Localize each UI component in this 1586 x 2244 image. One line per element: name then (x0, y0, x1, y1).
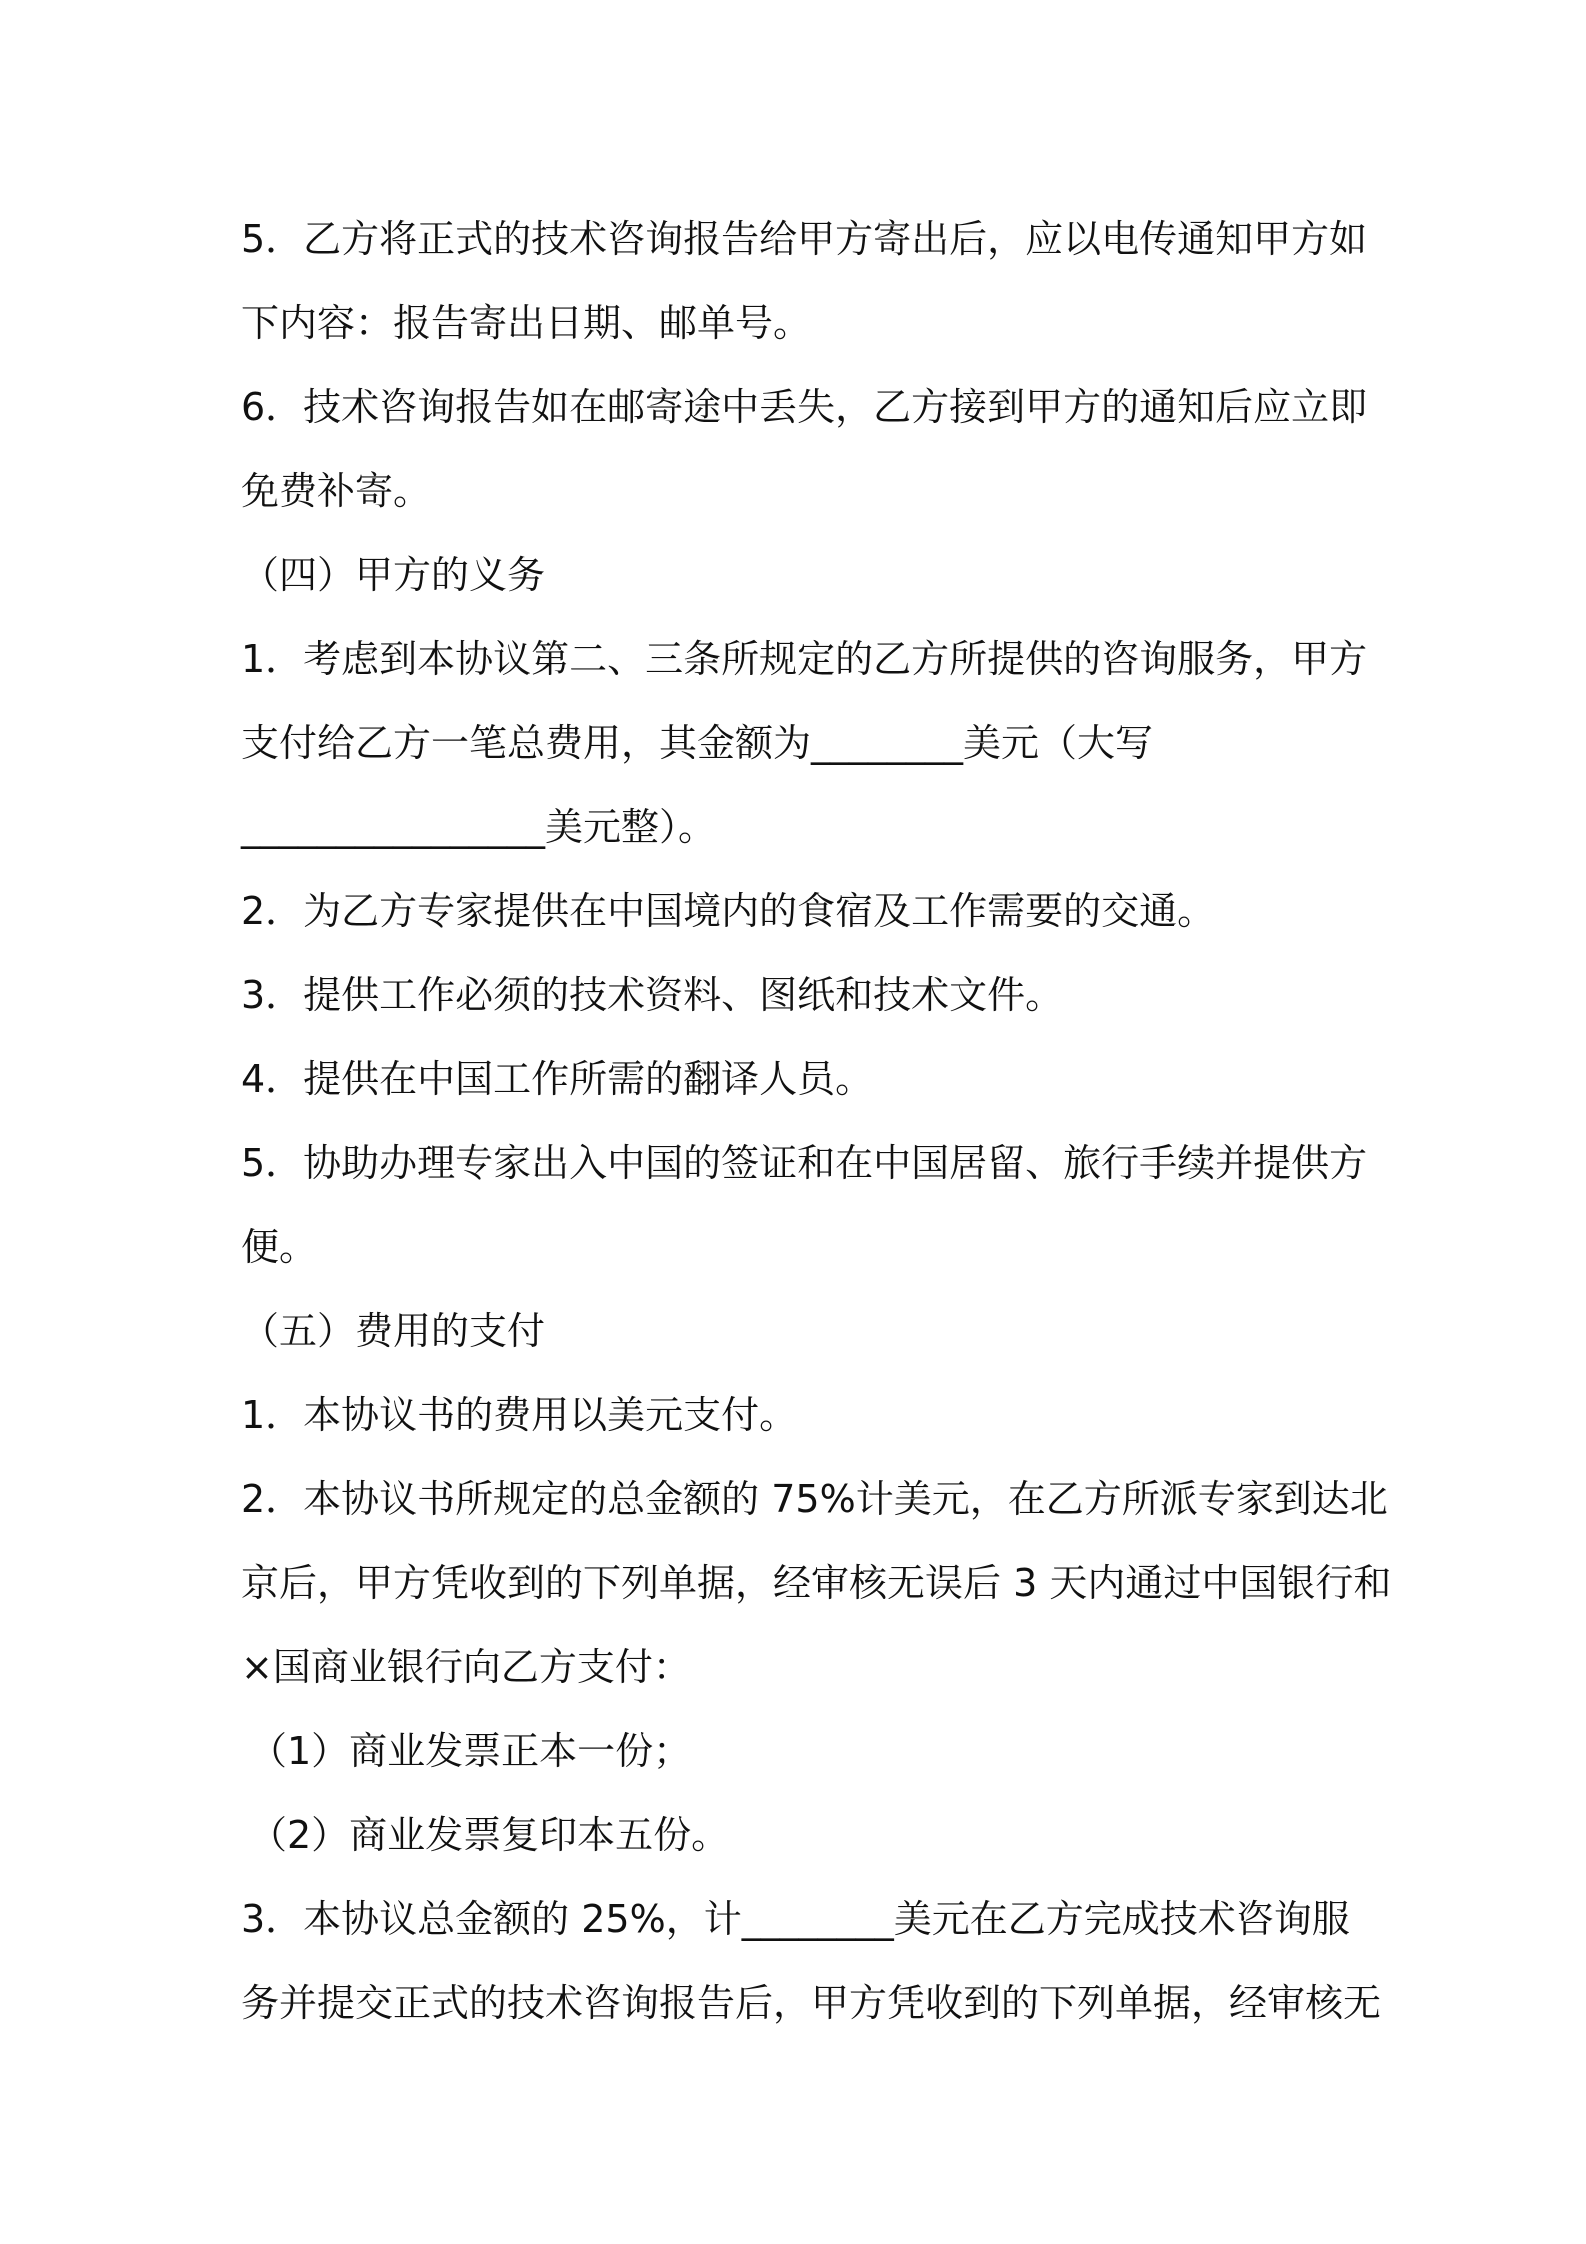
paragraph-line: ________________美元整）。 (241, 805, 717, 849)
paragraph-line: 京后，甲方凭收到的下列单据，经审核无误后 3 天内通过中国银行和 (241, 1561, 1392, 1605)
document-body (241, 197, 1392, 2045)
paragraph-line: 免费补寄。 (241, 469, 432, 513)
paragraph-line: 6．技术咨询报告如在邮寄途中丢失，乙方接到甲方的通知后应立即 (241, 385, 1368, 429)
paragraph-line: 4．提供在中国工作所需的翻译人员。 (241, 1057, 874, 1101)
list-item: （2）商业发票复印本五份。 (249, 1813, 730, 1857)
paragraph-line: 1．本协议书的费用以美元支付。 (241, 1393, 798, 1437)
paragraph-line: 2．为乙方专家提供在中国境内的食宿及工作需要的交通。 (241, 889, 1216, 933)
paragraph-line: 5．乙方将正式的技术咨询报告给甲方寄出后，应以电传通知甲方如 (241, 217, 1368, 261)
section-heading: （四）甲方的义务 (241, 553, 546, 597)
paragraph-line: 务并提交正式的技术咨询报告后，甲方凭收到的下列单据，经审核无 (241, 1981, 1382, 2025)
paragraph-line: 支付给乙方一笔总费用，其金额为________美元（大写 (241, 721, 1154, 765)
paragraph-line: 5．协助办理专家出入中国的签证和在中国居留、旅行手续并提供方 (241, 1141, 1368, 1185)
paragraph-line: 3．本协议总金额的 25%，计________美元在乙方完成技术咨询服 (241, 1897, 1350, 1941)
paragraph-line: 1．考虑到本协议第二、三条所规定的乙方所提供的咨询服务，甲方 (241, 637, 1368, 681)
paragraph-line: 下内容：报告寄出日期、邮单号。 (241, 301, 812, 345)
section-heading: （五）费用的支付 (241, 1309, 546, 1353)
paragraph-line: 2．本协议书所规定的总金额的 75%计美元，在乙方所派专家到达北 (241, 1477, 1388, 1521)
list-item: （1）商业发票正本一份； (249, 1729, 692, 1773)
paragraph-line: 便。 (241, 1225, 318, 1269)
paragraph-line: 3．提供工作必须的技术资料、图纸和技术文件。 (241, 973, 1064, 1017)
paragraph-line: ×国商业银行向乙方支付： (241, 1645, 691, 1689)
